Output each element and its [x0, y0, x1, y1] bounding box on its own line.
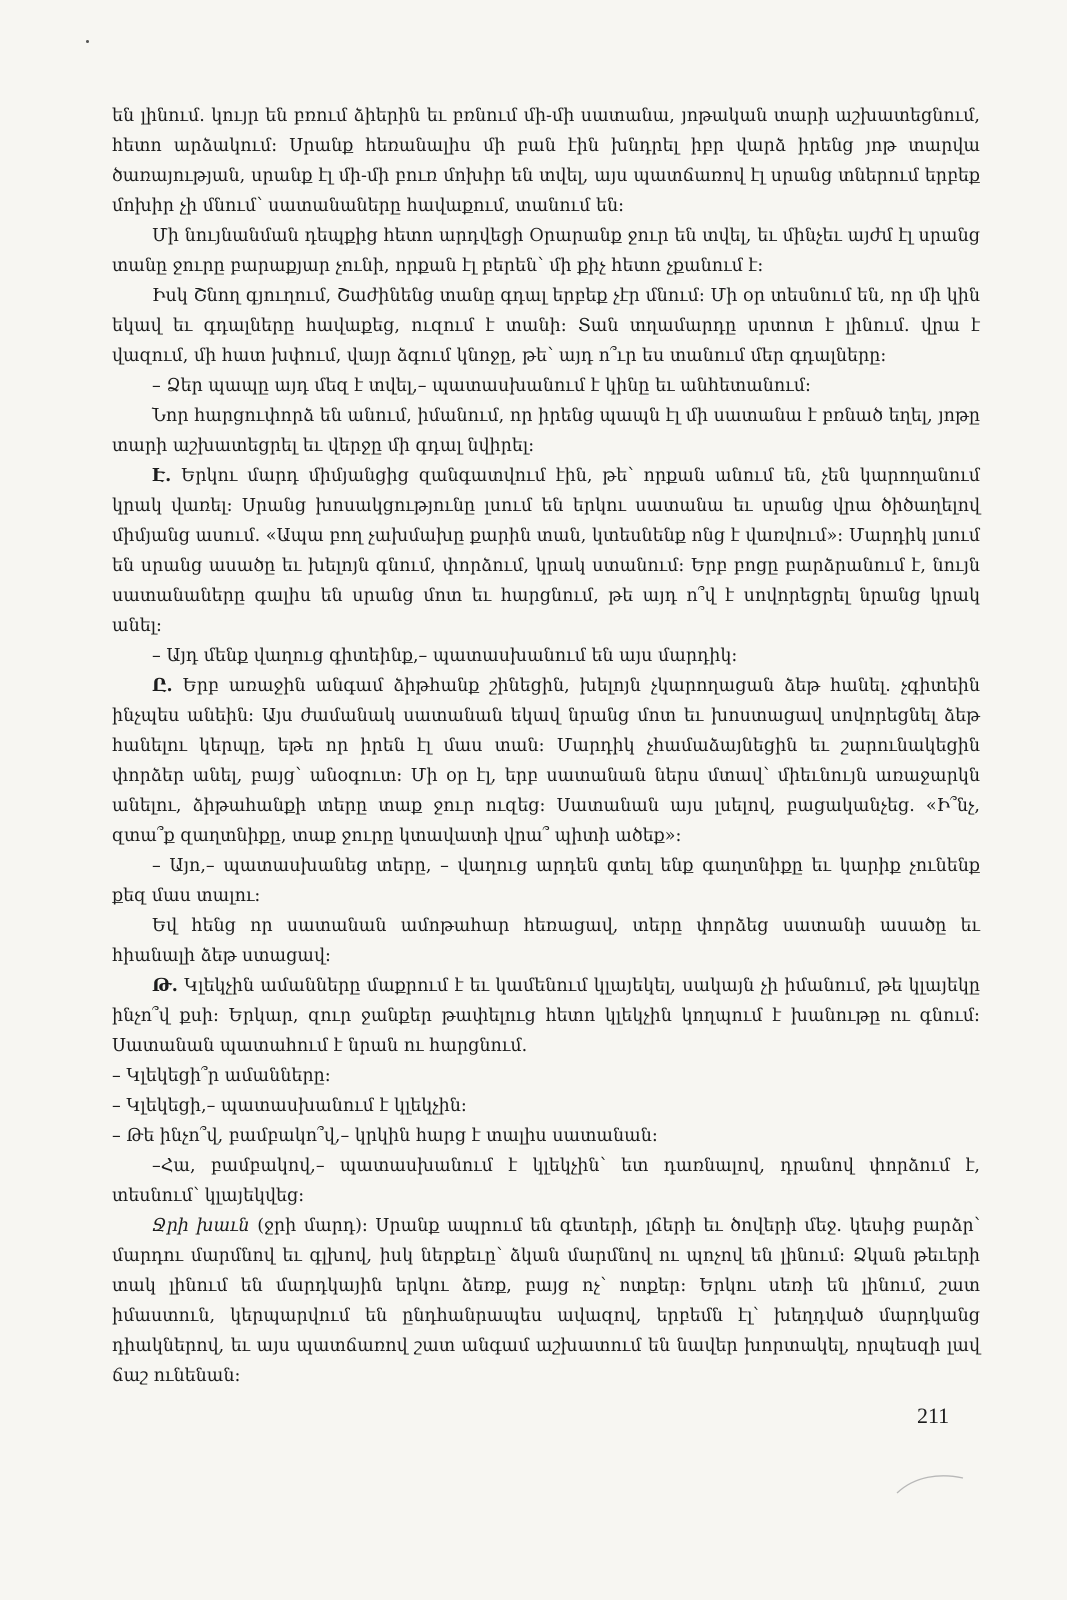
paragraph-15: –Հա, բամբակով,– պատասխանում է կլեկչին՝ ետ դառնալով, դրանով փորձում է, տեսնում՝ կլայեկվեց։: [112, 1156, 980, 1206]
paragraph-11-text: Կլեկչին ամանները մաքրում է եւ կամենում կլայեկել, սակայն չի իմանում, թե կլայեկը ինչո՞վ քսի։ Երկար, զուր ջանքեր թափելուց հետո կլեկչին կողպում է խանութը ու գնում։ Սատանան պատահում է նրան ու հարցնում.: [112, 976, 980, 1056]
scan-fold-mark: [895, 1468, 965, 1498]
page-number: 211: [917, 1403, 950, 1428]
body-text: [112, 101, 980, 1391]
section-letter-y: Ը.: [152, 676, 173, 696]
scan-speck: [86, 40, 89, 43]
section-letter-t: Թ.: [152, 976, 178, 996]
paragraph-6: [112, 461, 980, 641]
paragraph-13: – Կլեկեցի,– պատասխանում է կլեկչին։: [112, 1096, 467, 1116]
section-letter-e: Է.: [152, 466, 172, 486]
paragraph-4: – Ձեր պապը այդ մեզ է տվել,– պատասխանում է կինը եւ անհետանում։: [152, 376, 811, 396]
paragraph-16-text: (ջրի մարդ)։ Սրանք ապրում են գետերի, լճերի եւ ծովերի մեջ. կեսից բարձր՝ մարդու մարմնով եւ գլխով, իսկ ներքեւը՝ ձկան մարմնով ու պոչով են լինում։ Ձկան թեւերի տակ լինում են մարդկային երկու ձեռք, բայց ոչ՝ ոտքեր։ Երկու սեռի են լինում, շատ իմաստուն, կերպարվում են ընդհանրապես ավազով, երբեմն էլ՝ խեղդված մարդկանց դիակներով, եւ այս պատճառով շատ անգամ աշխատում են նավեր խորտակել, որպեսզի լավ ճաշ ունենան։: [112, 1216, 981, 1386]
paragraph-11: [112, 971, 980, 1061]
paragraph-7: – Այդ մենք վաղուց գիտեինք,– պատասխանում են այս մարդիկ։: [152, 646, 738, 666]
paragraph-6-text: Երկու մարդ միմյանցից զանգատվում էին, թե՝ որքան անում են, չեն կարողանում կրակ վառել։ Սրանց խոսակցությունը լսում են երկու սատանա եւ սրանց վրա ծիծաղելով միմյանց ասում. «Ապա բող չախմախը քարին տան, կտեսնենք ոնց է վառվում»։ Մարդիկ լսում են սրանց ասածը եւ խելոյն գնում, փորձում, կրակ ստանում։ Երբ բոցը բարձրանում է, նույն սատանաները գալիս են սրանց մոտ եւ հարցնում, թե այդ ո՞վ է սովորեցրել նրանց կրակ անել։: [112, 466, 980, 636]
paragraph-12: – Կլեկեցի՞ր ամանները։: [112, 1066, 331, 1086]
paragraph-8-text: Երբ առաջին անգամ ձիթհանք շինեցին, խելոյն չկարողացան ձեթ հանել. չգիտեին ինչպես անեին։ Այս ժամանակ սատանան եկավ նրանց մոտ եւ խոստացավ սովորեցնել ձեթ հանելու կերպը, եթե որ իրեն էլ մաս տան։ Մարդիկ չհամաձայնեցին եւ շարունակեցին փորձեր անել, բայց՝ անօգուտ։ Մի օր էլ, երբ սատանան ներս մտավ՝ միեւնույն առաջարկն անելու, ձիթահանքի տերը տաք ջուր ուզեց։ Սատանան այս լսելով, բացականչեց. «Ի՞նչ, զտա՞ք զաղտնիքը, տաք ջուրը կտավատի վրա՞ պիտի ածեք»։: [112, 676, 980, 846]
section-lead-jri-khavn: Ջրի խաւն: [152, 1216, 250, 1236]
paragraph-8: [112, 671, 980, 851]
paragraph-9: – Այո,– պատասխանեց տերը, – վաղուց արդեն գտել ենք գաղտնիքը եւ կարիք չունենք քեզ մաս տալու։: [112, 856, 980, 906]
paragraph-16: [112, 1211, 980, 1391]
paragraph-14: – Թե ինչո՞վ, բամբակո՞վ,– կրկին հարց է տալիս սատանան։: [112, 1126, 658, 1146]
paragraph-5: Նոր հարցուփորձ են անում, իմանում, որ իրենց պապն էլ մի սատանա է բռնած եղել, յոթը տարի աշխատեցրել եւ վերջը մի գդալ նվիրել։: [112, 406, 980, 456]
paragraph-10: Եվ հենց որ սատանան ամոթահար հեռացավ, տերը փորձեց սատանի ասածը եւ հիանալի ձեթ ստացավ։: [112, 916, 980, 966]
paragraph-3: Իսկ Շնող գյուղում, Շաժինենց տանը գդալ երբեք չէր մնում։ Մի օր տեսնում են, որ մի կին եկավ եւ գդալները հավաքեց, ուզում է տանի։ Տան տղամարդը սրտոտ է լինում. վրա է վազում, մի հատ խփում, վայր ձգում կնոջը, թե՝ այդ ո՞ւր ես տանում մեր գդալները։: [112, 286, 980, 366]
paragraph-1: են լինում. կույր են բռում ձիերին եւ բռնում մի-մի սատանա, յոթական տարի աշխատեցնում, հետո արձակում։ Սրանք հեռանալիս մի բան էին խնդրել իբր վարձ իրենց յոթ տարվա ծառայության, սրանք էլ մի-մի բուռ մոխիր են տվել, այս պատճառով էլ սրանց տներում երբեք մոխիր չի մնում՝ սատանաները հավաքում, տանում են։: [112, 106, 980, 216]
paragraph-2: Մի նույնանման դեպքից հետո արդվեցի Օրարանք ջուր են տվել, եւ մինչեւ այժմ էլ սրանց տանը ջուրը բարաքյար չունի, որքան էլ բերեն՝ մի քիչ հետո չքանում է։: [112, 226, 980, 276]
